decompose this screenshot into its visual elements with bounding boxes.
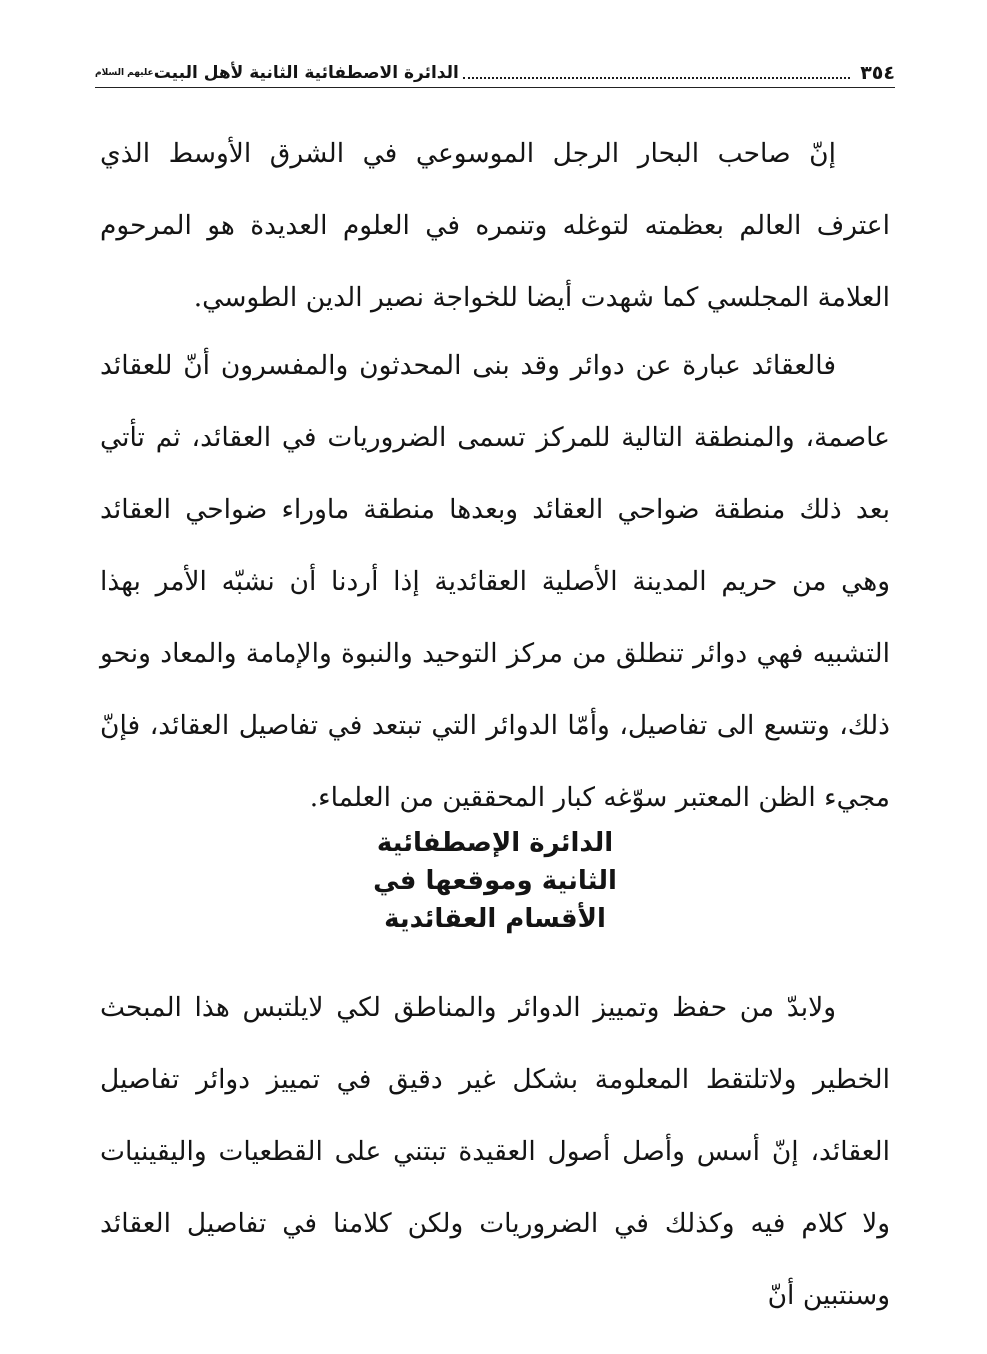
paragraph-2: فالعقائد عبارة عن دوائر وقد بنى المحدثون والمفسرون أنّ للعقائد عاصمة، والمنطقة التالية للمركز تسمى الضروريات في العقائد، ثم تأتي بعد ذلك منطقة ضواحي العقائد وبعدها منطقة ماوراء ضواحي العقائد وهي من حريم المدينة الأصلية العقائدية إذا أردنا أن نشبّه الأمر بهذا التشبيه فهي دوائر تنطلق من مركز التوحيد والنبوة والإمامة والمعاد ونحو ذلك، وتتسع الى تفاصيل، وأمّا الدوائر التي تبتعد في تفاصيل العقائد، فإنّ مجيء الظن المعتبر سوّغه كبار المحققين من العلماء. xyxy=(100,350,890,813)
honorific-glyph: عليهم السلام xyxy=(95,68,154,78)
paragraph-1: إنّ صاحب البحار الرجل الموسوعي في الشرق الأوسط الذي اعترف العالم بعظمته لتوغله وتنمره في العلوم العديدة هو المرحوم العلامة المجلسي كما شهدت أيضا للخواجة نصير الدين الطوسي. xyxy=(100,138,890,313)
page-number: ٣٥٤ xyxy=(860,62,895,84)
leader-dots xyxy=(463,77,850,79)
paragraph-3: ولابدّ من حفظ وتمييز الدوائر والمناطق لكي لايلتبس هذا المبحث الخطير ولاتلتقط المعلومة بشكل غير دقيق في تمييز دوائر تفاصيل العقائد، إنّ أسس وأصل أصول العقيدة تبتني على القطعيات واليقينيات ولا كلام فيه وكذلك في الضروريات ولكن كلامنا في تفاصيل العقائد وسنتبين أنّ xyxy=(100,992,890,1311)
running-title-text: الدائرة الاصطفائية الثانية لأهل البيت xyxy=(153,63,459,83)
text-block-intro xyxy=(100,118,890,334)
section-heading-line-3: الأقسام العقائدية xyxy=(384,904,606,934)
header-rule xyxy=(95,87,895,88)
text-block-main xyxy=(100,330,890,834)
running-title xyxy=(95,62,459,84)
section-heading-line-1: الدائرة الإصطفائية xyxy=(376,828,614,858)
section-heading xyxy=(260,824,730,938)
section-heading-line-2: الثانية وموقعها في xyxy=(373,866,617,896)
text-block-section xyxy=(100,972,890,1332)
running-header xyxy=(95,50,895,84)
